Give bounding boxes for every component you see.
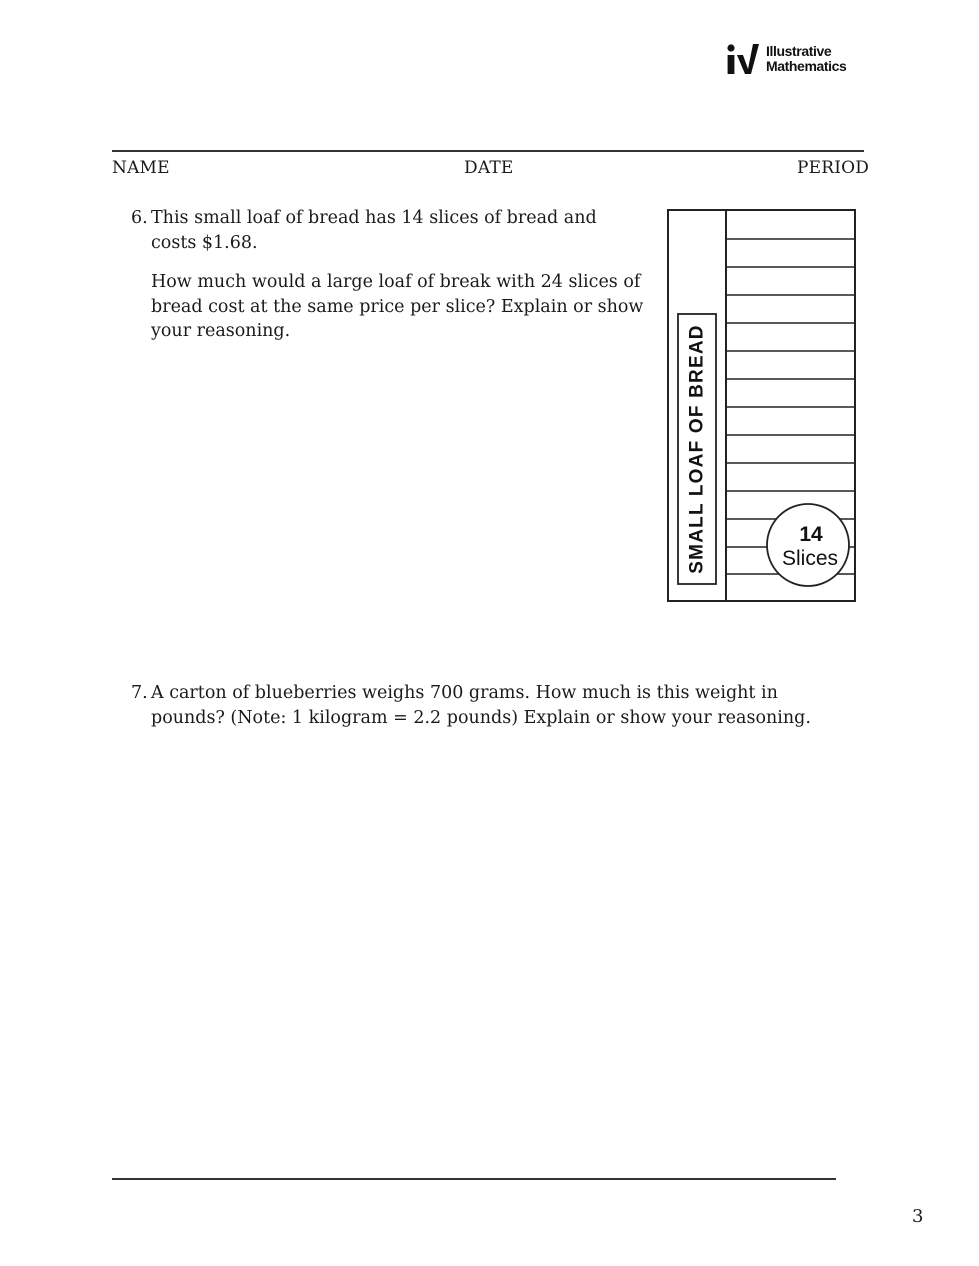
date-label: DATE <box>464 158 514 178</box>
illustrative-mathematics-logo <box>724 42 874 82</box>
period-label: PERIOD <box>797 158 870 178</box>
name-label: NAME <box>112 158 170 178</box>
question-7-number: 7. <box>131 683 148 703</box>
header-divider <box>112 150 864 152</box>
small-loaf-of-bread-illustration <box>666 208 858 604</box>
slices-count: 14 <box>799 523 823 546</box>
im-logo-mark-icon <box>724 42 764 78</box>
question-6-statement: This small loaf of bread has 14 slices of bread and costs $1.68. <box>151 208 597 253</box>
question-6-number: 6. <box>131 208 148 228</box>
page-number: 3 <box>912 1206 924 1227</box>
logo-line-2: Mathematics <box>766 58 847 74</box>
slices-unit: Slices <box>781 547 839 570</box>
footer-divider <box>112 1178 836 1180</box>
loaf-label-text: SMALL LOAF OF BREAD <box>686 324 708 574</box>
question-6-prompt: How much would a large loaf of break with 24 slices of bread cost at the same price per slice? Explain or show your reasoning. <box>151 272 644 341</box>
question-7-prompt: A carton of blueberries weighs 700 grams. How much is this weight in pounds? (Note: 1 kilogram = 2.2 pounds) Explain or show your reasoning. <box>151 683 811 728</box>
logo-line-1: Illustrative <box>766 43 832 59</box>
